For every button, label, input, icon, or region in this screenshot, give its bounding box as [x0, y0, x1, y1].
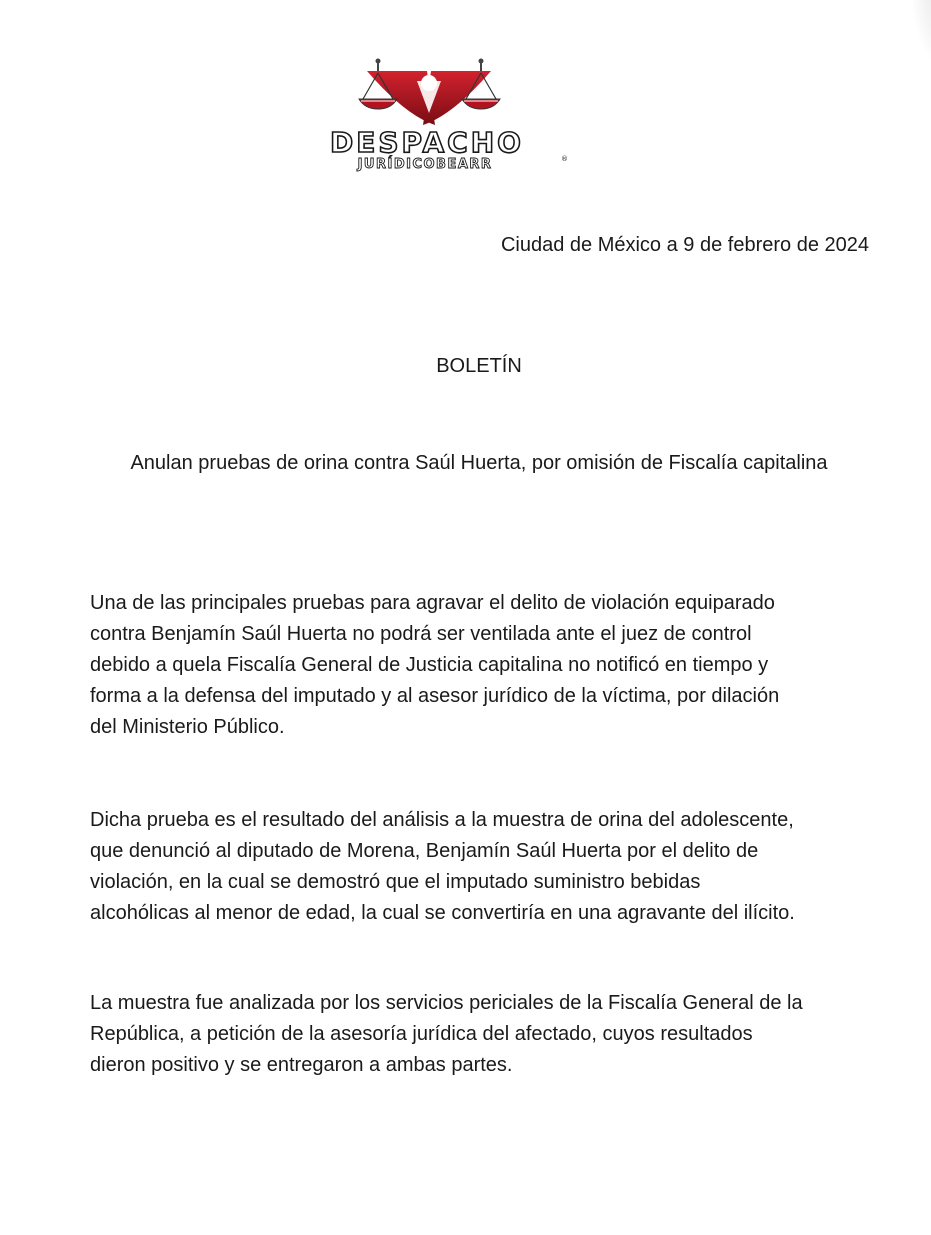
bulletin-headline: Anulan pruebas de orina contra Saúl Huerta, por omisión de Fiscalía capitalina [130, 452, 828, 474]
body-paragraph-2: Dicha prueba es el resultado del análisis a la muestra de orina del adolescente, que denunció al diputado de Morena, Benjamín Saúl Huerta por el delito de violación, en la cual se demostró que el imputado suministro bebidas alcohólicas al menor de edad, la cual se convertiría en una agravante del ilícito. [90, 809, 795, 924]
logo-name: DESPACHO [330, 126, 524, 159]
document-date: Ciudad de México a 9 de febrero de 2024 [500, 234, 869, 256]
scales-of-justice-icon [285, 55, 570, 175]
body-paragraph-3: La muestra fue analizada por los servicios periciales de la Fiscalía General de la República, a petición de la asesoría jurídica del afectado, cuyos resultados dieron positivo y se entregaron a ambas partes. [90, 992, 803, 1076]
law-firm-logo [285, 55, 570, 175]
body-paragraph-1: Una de las principales pruebas para agravar el delito de violación equiparado contra Benjamín Saúl Huerta no podrá ser ventilada ante el juez de control debido a quela Fiscalía General de Justicia capitalina no notificó en tiempo y forma a la defensa del imputado y al asesor jurídico de la víctima, por dilación del Ministerio Público. [90, 592, 780, 738]
logo-subname: JURÍDICOBEARR [357, 157, 493, 172]
document-type-label: BOLETÍN [436, 355, 522, 377]
registered-mark: ® [561, 155, 568, 163]
page-corner-shadow [913, 0, 931, 60]
